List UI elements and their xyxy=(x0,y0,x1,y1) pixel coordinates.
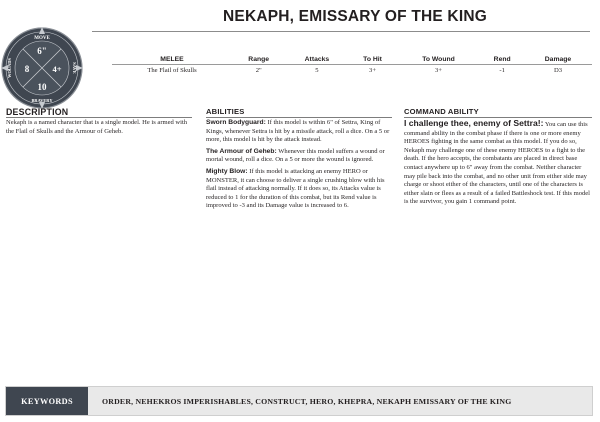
weapon-damage: D3 xyxy=(553,67,563,74)
stat-save-value: 4+ xyxy=(52,64,62,74)
weapon-to-wound: 3+ xyxy=(434,67,442,74)
ability-armour-of-geheb xyxy=(206,148,392,165)
description-text: Nekaph is a named character that is a single model. He is armed with the Flail of Skulls and the Armour of Geheb. xyxy=(6,119,188,135)
ability-sworn-bodyguard xyxy=(206,119,392,145)
stat-wheel xyxy=(0,26,84,110)
stat-bravery-label: BRAVERY xyxy=(31,98,53,103)
stat-wheel-graphic xyxy=(0,26,84,110)
ability-name: Sworn Bodyguard: xyxy=(206,119,266,127)
melee-weapons-table xyxy=(112,56,592,74)
weapon-to-hit: 3+ xyxy=(369,67,377,74)
warscroll-title: NEKAPH, EMISSARY OF THE KING xyxy=(223,8,487,25)
keywords-label: KEYWORDS xyxy=(6,387,88,415)
stat-save-label: SAVE xyxy=(72,62,77,74)
col-header-attacks: Attacks xyxy=(285,56,348,65)
abilities-heading: ABILITIES xyxy=(206,108,392,118)
col-header-to-wound: To Wound xyxy=(397,56,481,65)
stat-wounds-label: WOUNDS xyxy=(7,58,12,78)
ability-mighty-blow xyxy=(206,168,392,211)
keywords-list: ORDER, NEHEKROS IMPERISHABLES, CONSTRUCT, HERO, KHEPRA, NEKAPH EMISSARY OF THE KING xyxy=(102,396,512,406)
weapon-table-header-row xyxy=(112,56,592,65)
col-header-to-hit: To Hit xyxy=(348,56,396,65)
col-header-range: Range xyxy=(232,56,285,65)
description-heading: DESCRIPTION xyxy=(6,108,192,118)
ability-name: Mighty Blow: xyxy=(206,168,248,176)
description-section xyxy=(6,108,192,136)
command-ability-text: You can use this command ability in the combat phase if there is one or more enemy HEROES fighting in the same combat as this model. If you do so, Nekaph may challenge one of these enemy HEROES to a fight to the death. If the hero accepts, the combatants are placed in direct base contact anywhere up to 6" away from the combat. Neither character may pile back into the combat, and no other unit from either side may charge or shoot either of the characters, until one of the characters is either slain or flees as a result of a failed Battleshock test. If this model is the survivor, you gain 1 command point. xyxy=(404,121,590,206)
weapon-range: 2" xyxy=(255,67,262,74)
stat-move-label: MOVE xyxy=(34,36,50,41)
command-ability-section xyxy=(404,108,592,210)
weapon-rend: -1 xyxy=(499,67,505,74)
weapon-name: The Flail of Skulls xyxy=(147,67,197,74)
weapon-attacks: 5 xyxy=(315,67,319,74)
keywords-bar xyxy=(5,386,593,416)
stat-move-value: 6" xyxy=(37,46,47,56)
stat-bravery-value: 10 xyxy=(37,82,47,92)
abilities-section xyxy=(206,108,392,214)
stat-wounds-value: 8 xyxy=(24,64,30,74)
ability-text: Whenever this model suffers a wound or mortal wound, roll a dice. On a 5 or more the wound is ignored. xyxy=(206,147,385,164)
table-row xyxy=(112,65,592,75)
command-ability-heading: COMMAND ABILITY xyxy=(404,108,592,118)
ability-name: The Armour of Geheb: xyxy=(206,147,277,155)
col-header-melee: MELEE xyxy=(112,56,232,65)
title-rule xyxy=(92,31,590,32)
col-header-rend: Rend xyxy=(480,56,524,65)
ability-text: If this model is attacking an enemy HERO or MONSTER, it can choose to deliver a single crushing blow with his flail instead of attacking normally. If it does so, its Attacks value is reduced to 1 for the duration of this combat, but its Rend value is improved to -3 and its Damage value is increased to 6. xyxy=(206,168,385,210)
ability-text: If this model is within 6" of Settra, King of Kings, whenever Settra is hit by a missile attack, roll a dice. On a 5 or more, this model is hit by the attack instead. xyxy=(206,119,390,144)
col-header-damage: Damage xyxy=(524,56,592,65)
command-ability-entry xyxy=(404,119,592,207)
command-ability-name: I challenge thee, enemy of Settra!: xyxy=(404,118,544,129)
